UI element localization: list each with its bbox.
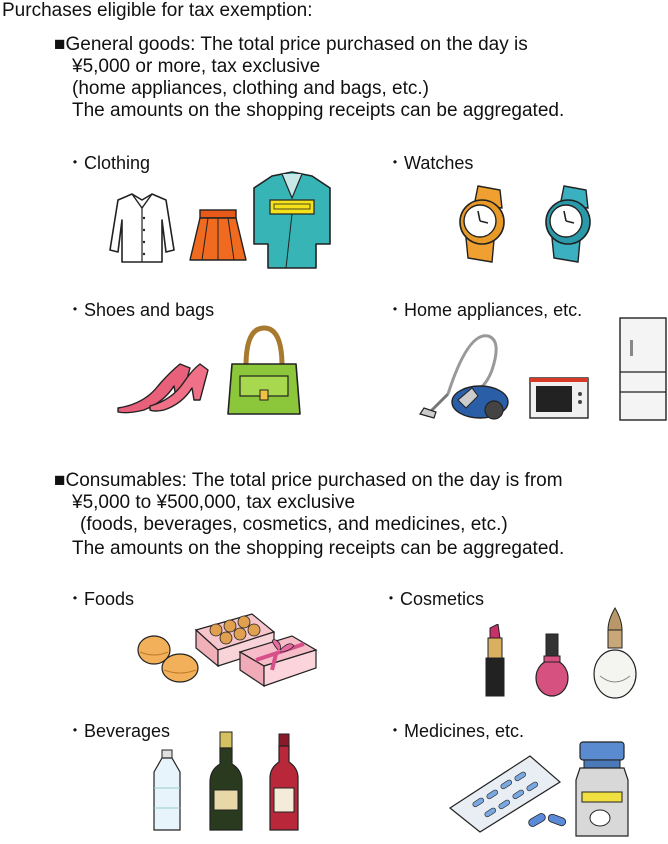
shirt-icon (104, 190, 180, 266)
high-heels-icon (114, 356, 210, 416)
vacuum-cleaner-icon (418, 330, 512, 420)
consumables-threshold: ¥5,000 to ¥500,000, tax exclusive (72, 492, 356, 513)
category-label-cosmetics: ・Cosmetics (382, 589, 485, 609)
category-label-home-appliances: ・Home appliances, etc. (386, 300, 583, 320)
consumables-aggregate-note: The amounts on the shopping receipts can be aggregated. (72, 538, 565, 559)
category-label-clothing: ・Clothing (66, 153, 151, 173)
champagne-bottle-icon (206, 730, 246, 834)
handbag-icon (226, 324, 302, 418)
general-goods-threshold: ¥5,000 or more, tax exclusive (72, 56, 321, 77)
wristwatch-icon (452, 184, 518, 266)
skirt-icon (188, 208, 248, 264)
medicine-bottle-icon (574, 740, 630, 840)
lipstick-icon (482, 624, 508, 698)
category-label-watches: ・Watches (386, 153, 474, 173)
water-bottle-icon (150, 748, 184, 834)
gift-box-icon (236, 630, 320, 688)
capsule-icon (524, 808, 568, 832)
category-label-beverages: ・Beverages (66, 721, 171, 741)
general-goods-examples: (home appliances, clothing and bags, etc.) (72, 78, 429, 99)
wristwatch-icon (538, 184, 604, 266)
category-label-medicines: ・Medicines, etc. (386, 721, 525, 741)
nail-polish-icon (534, 632, 570, 698)
page-title: Purchases eligible for tax exemption: (2, 0, 313, 21)
wine-bottle-icon (266, 732, 302, 834)
category-label-foods: ・Foods (66, 589, 135, 609)
perfume-bottle-icon (592, 606, 638, 700)
kimono-icon (250, 168, 334, 272)
consumables-heading: ■Consumables: The total price purchased on the day is from (54, 470, 563, 491)
general-goods-heading: ■General goods: The total price purchased on the day is (54, 34, 528, 55)
microwave-icon (528, 376, 590, 420)
refrigerator-icon (618, 316, 668, 422)
general-goods-aggregate-note: The amounts on the shopping receipts can be aggregated. (72, 100, 565, 121)
category-label-shoes-bags: ・Shoes and bags (66, 300, 215, 320)
consumables-examples: (foods, beverages, cosmetics, and medicines, etc.) (80, 514, 508, 535)
